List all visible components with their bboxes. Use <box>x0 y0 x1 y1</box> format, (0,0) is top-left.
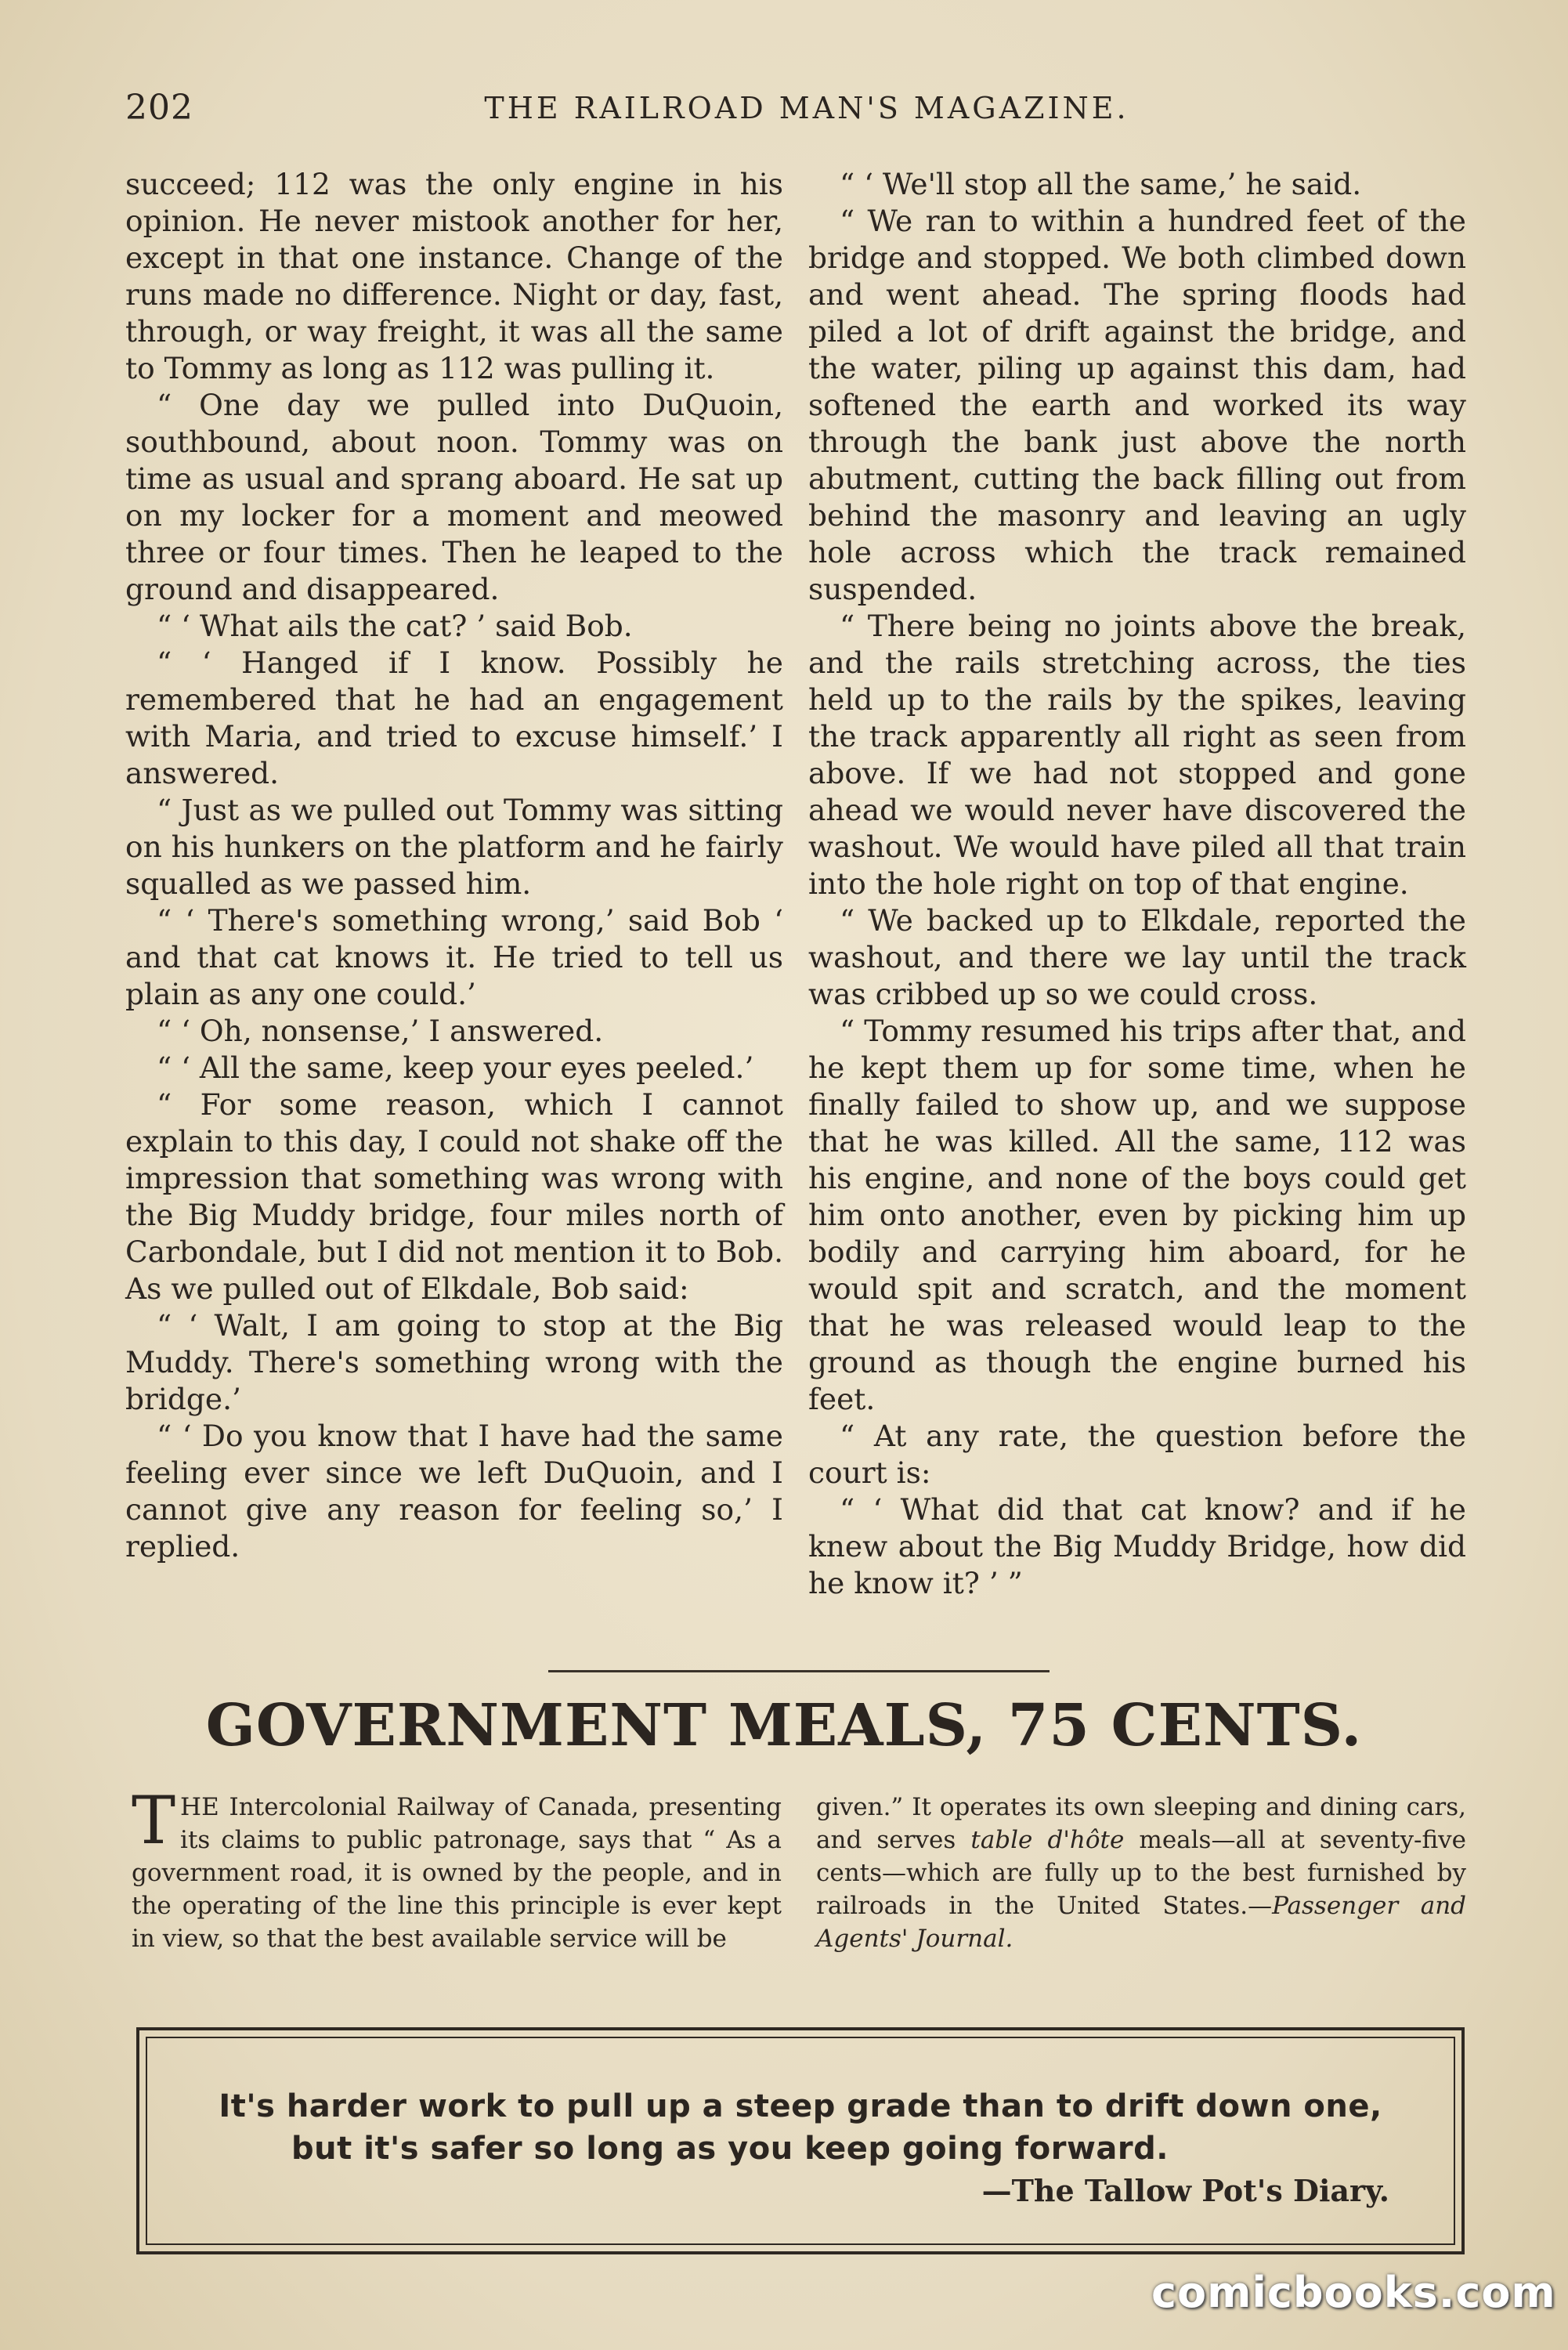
article-paragraph: “ ‘ All the same, keep your eyes peeled.’ <box>157 1050 754 1085</box>
article-paragraph: “ ‘ There's something wrong,’ said Bob ‘ and that cat knows it. He tried to tell us plain as any one could.’ <box>125 903 783 1011</box>
brief-citation: Passenger and Agents' Journal. <box>816 1892 1466 1953</box>
article-right-column <box>808 166 1466 1631</box>
brief-right-column <box>816 1791 1466 1994</box>
article-paragraph: “ Just as we pulled out Tommy was sitting on his hunkers on the platform and he fairly squalled as we passed him. <box>125 793 783 901</box>
drop-cap: T <box>132 1782 176 1859</box>
article-paragraph: “ ‘ We'll stop all the same,’ he said. <box>840 167 1362 201</box>
watermark: comicbooks.com <box>1151 2268 1556 2317</box>
running-head <box>0 88 1568 135</box>
article-paragraph: succeed; 112 was the only engine in his opinion. He never mistook another for her, except in that one instance. Change of the runs made no difference. Night or day, fast, through, or way freight, it was all the same to Tommy as long as 112 was pulling it. <box>125 167 783 385</box>
article-paragraph: “ ‘ Hanged if I know. Possibly he remembered that he had an engagement with Maria, and tried to excuse himself.’ I answered. <box>125 645 783 790</box>
page-number: 202 <box>125 88 193 128</box>
article-paragraph: “ At any rate, the question before the court is: <box>808 1419 1466 1490</box>
article-paragraph: “ One day we pulled into DuQuoin, southbound, about noon. Tommy was on time as usual and sprang aboard. He sat up on my locker for a moment and meowed three or four times. Then he leaped to the ground and disappeared. <box>125 388 783 606</box>
brief-body <box>132 1782 1466 1994</box>
article-paragraph: “ We backed up to Elkdale, reported the washout, and there we lay until the track was cribbed up so we could cross. <box>808 903 1466 1011</box>
quote-line-1: It's harder work to pull up a steep grade than to drift down one, <box>219 2088 1382 2124</box>
article-paragraph: “ We ran to within a hundred feet of the bridge and stopped. We both climbed down and went ahead. The spring floods had piled a lot of drift against the bridge, and the water, piling up against this dam, had softened the earth and worked its way through the bank just above the north abutment, cutting the back filling out from behind the masonry and leaving an ugly hole across which the track remained suspended. <box>808 204 1466 606</box>
quote-line-2: but it's safer so long as you keep going forward. <box>291 2131 1169 2167</box>
article-paragraph: “ For some reason, which I cannot explain to this day, I could not shake off the impression that something was wrong with the Big Muddy bridge, four miles north of Carbondale, but I did not mention it to Bob. As we pulled out of Elkdale, Bob said: <box>125 1087 783 1306</box>
article-paragraph: “ Tommy resumed his trips after that, and he kept them up for some time, when he finally failed to show up, and we suppose that he was killed. All the same, 112 was his engine, and none of the boys could get him onto another, even by picking him up bodily and carrying him aboard, for he would spit and scratch, and the moment that he was released would leap to the ground as though the engine burned his feet. <box>808 1014 1466 1416</box>
quote-box-inner-border <box>146 2037 1455 2245</box>
brief-paragraph <box>132 1782 782 1955</box>
article-paragraph: “ There being no joints above the break, and the rails stretching across, the ties held up to the rails by the spikes, leaving the track apparently all right as seen from above. If we had not stopped and gone ahead we would never have discovered the washout. We would have piled all that train into the hole right on top of that engine. <box>808 609 1466 901</box>
magazine-title: THE RAILROAD MAN'S MAGAZINE. <box>484 91 1129 125</box>
article-body <box>125 166 1466 1631</box>
article-paragraph: “ ‘ What ails the cat? ’ said Bob. <box>157 609 633 643</box>
brief-right-text: given.” It operates its own sleeping and dining cars, and serves <box>816 1793 1466 1854</box>
article-paragraph: “ ‘ What did that cat know? and if he knew about the Big Muddy Bridge, how did he know it? ’ ” <box>808 1492 1466 1600</box>
quote-box <box>136 2027 1465 2254</box>
brief-italic-term: table d'hôte <box>970 1826 1125 1854</box>
brief-headline: GOVERNMENT MEALS, 75 CENTS. <box>205 1692 1363 1759</box>
brief-left-column <box>132 1782 782 1994</box>
quote-attribution: —The Tallow Pot's Diary. <box>981 2173 1389 2208</box>
article-paragraph: “ ‘ Walt, I am going to stop at the Big Muddy. There's something wrong with the bridge.’ <box>125 1308 783 1416</box>
article-paragraph: “ ‘ Oh, nonsense,’ I answered. <box>157 1014 604 1048</box>
section-divider <box>548 1670 1050 1672</box>
article-paragraph: “ ‘ Do you know that I have had the same feeling ever since we left DuQuoin, and I cannot give any reason for feeling so,’ I replied. <box>125 1419 783 1564</box>
brief-paragraph <box>816 1791 1466 1955</box>
article-left-column <box>125 166 783 1631</box>
brief-left-text: HE Intercolonial Railway of Canada, presenting its claims to public patronage, says that “ As a government road, it is owned by the people, and in the operating of the line this principle is ever kept in view, so that the best available service will be <box>132 1793 782 1953</box>
brief-right-text-rest: meals—all at seventy-five cents—which are fully up to the best furnished by railroads in the United States.— <box>816 1826 1466 1920</box>
